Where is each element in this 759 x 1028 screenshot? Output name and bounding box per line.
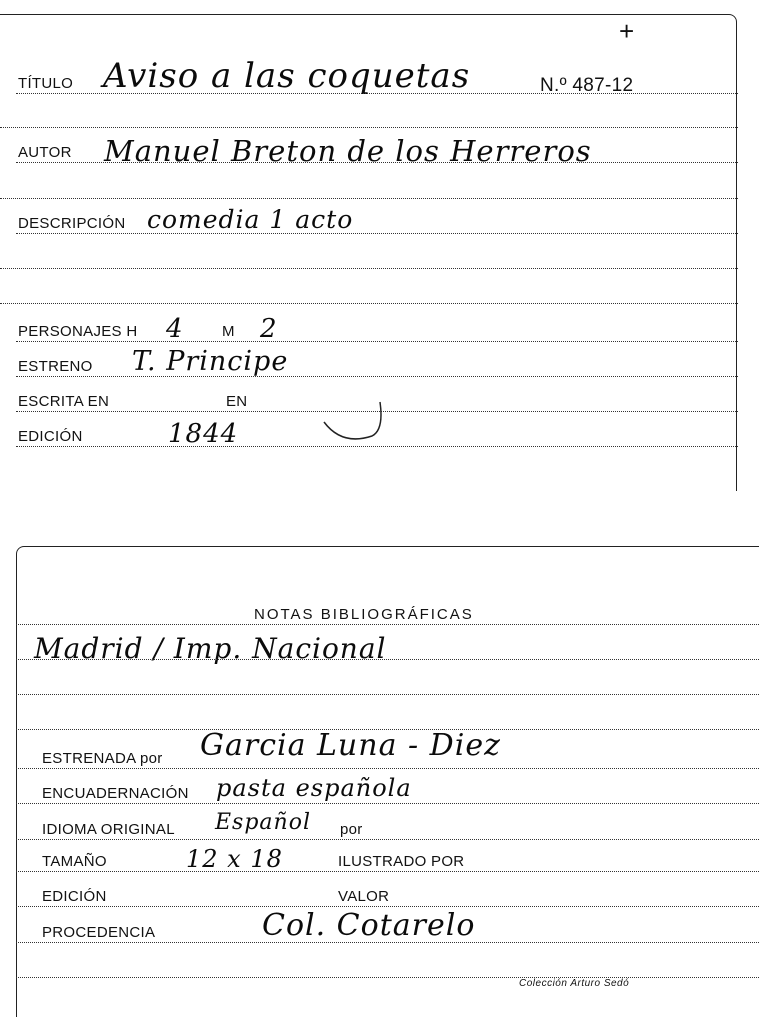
edicion-b-rule (16, 906, 759, 907)
idioma-value: Español (215, 810, 311, 835)
punch-notch (318, 398, 388, 446)
descripcion-rule (16, 233, 738, 234)
personajes-h-value: 4 (166, 314, 184, 344)
autor-value: Manuel Breton de los Herreros (104, 134, 592, 168)
idioma-rule (16, 839, 759, 840)
idioma-label: IDIOMA ORIGINAL (42, 821, 175, 838)
estrenada-value: Garcia Luna - Diez (200, 728, 501, 763)
escrita-label: ESCRITA EN (18, 393, 110, 410)
personajes-rule (16, 341, 738, 342)
blank-rule-5 (16, 694, 759, 695)
descripcion-value: comedia 1 acto (147, 205, 354, 234)
procedencia-label: PROCEDENCIA (42, 924, 156, 941)
personajes-m-label: M (222, 323, 235, 340)
notas-heading: NOTAS BIBLIOGRÁFICAS (254, 606, 474, 623)
estrenada-rule (16, 768, 759, 769)
escrita-en-label: EN (226, 393, 248, 410)
blank-rule-3 (0, 268, 738, 269)
procedencia-rule (16, 942, 759, 943)
idioma-por-label: por (340, 821, 363, 838)
collection-stamp: Colección Arturo Sedó (519, 978, 630, 989)
estrenada-label: ESTRENADA por (42, 750, 163, 767)
ilustrado-label: ILUSTRADO POR (338, 853, 465, 870)
encuadernacion-value: pasta española (216, 774, 412, 802)
cross-mark: + (619, 16, 635, 46)
descripcion-label: DESCRIPCIÓN (18, 215, 126, 232)
edicion-b-label: EDICIÓN (42, 888, 107, 905)
titulo-value: Aviso a las coquetas (103, 56, 471, 96)
tamano-rule (16, 871, 759, 872)
estreno-rule (16, 376, 738, 377)
estreno-label: ESTRENO (18, 358, 93, 375)
personajes-label: PERSONAJES H (18, 323, 138, 340)
encuadernacion-rule (16, 803, 759, 804)
valor-label: VALOR (338, 888, 390, 905)
notes-line-rule (16, 659, 759, 660)
titulo-label: TÍTULO (18, 75, 74, 92)
blank-rule-7 (16, 977, 759, 978)
edicion-rule (16, 446, 738, 447)
titulo-rule (16, 93, 738, 94)
edicion-label: EDICIÓN (18, 428, 83, 445)
titulo-number: N.º 487-12 (540, 75, 634, 96)
autor-label: AUTOR (18, 144, 72, 161)
notes-line-value: Madrid / Imp. Nacional (34, 632, 387, 665)
tamano-value: 12 x 18 (186, 845, 283, 873)
autor-rule (16, 162, 738, 163)
blank-rule-2 (0, 198, 738, 199)
procedencia-value: Col. Cotarelo (262, 908, 476, 943)
estreno-value: T. Principe (132, 346, 289, 377)
notas-rule (16, 624, 759, 625)
blank-rule-4 (0, 303, 738, 304)
edicion-value: 1844 (168, 419, 239, 449)
encuadernacion-label: ENCUADERNACIÓN (42, 785, 189, 802)
blank-rule-1 (0, 127, 738, 128)
personajes-m-value: 2 (260, 314, 278, 344)
tamano-label: TAMAÑO (42, 853, 107, 870)
